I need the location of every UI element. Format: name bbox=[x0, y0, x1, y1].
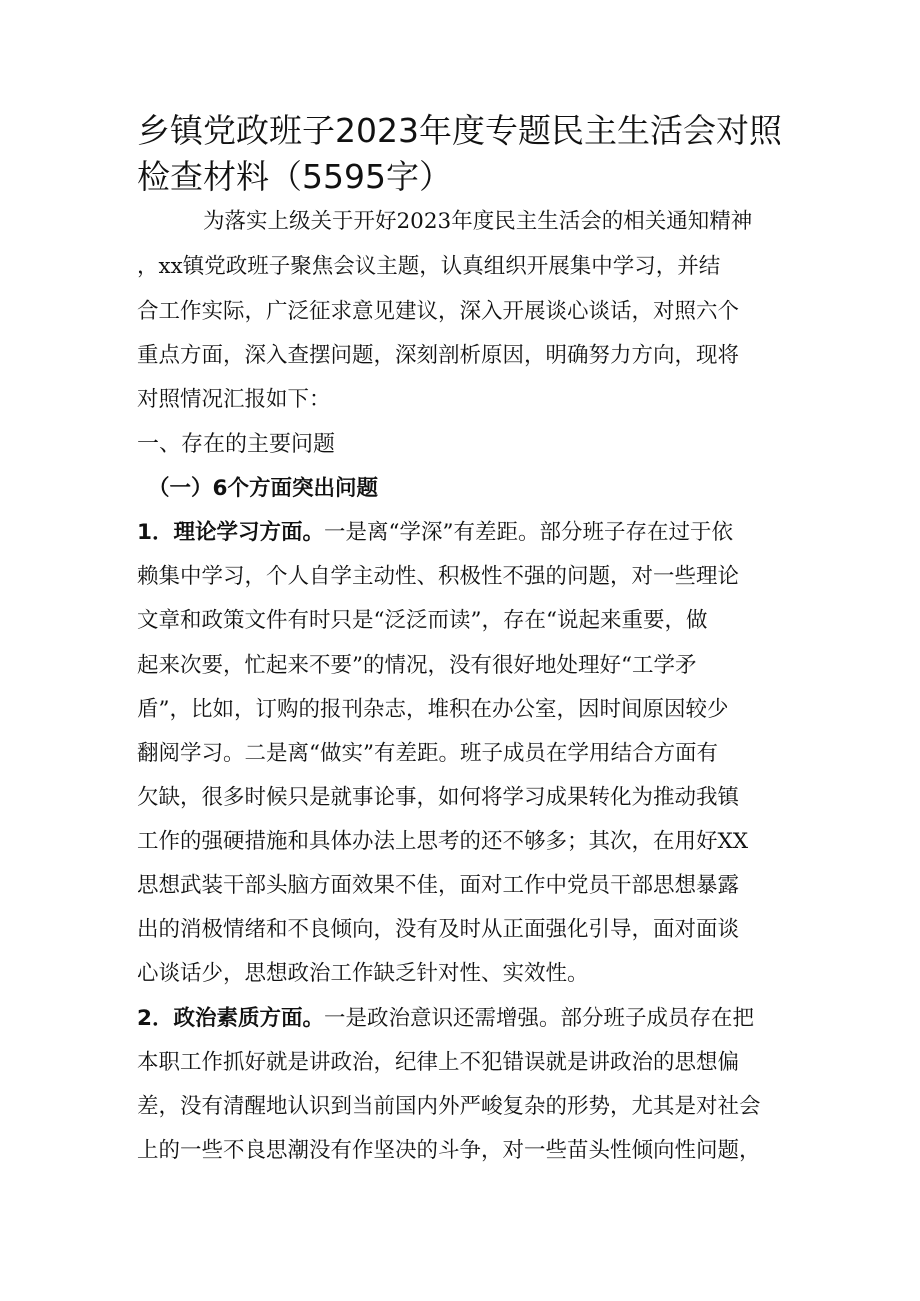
document-title bbox=[137, 108, 797, 200]
paragraph-line: 文章和政策文件有时只是“泛泛而读”，存在“说起来重要，做 bbox=[137, 608, 708, 633]
title-line-1: 乡镇党政班子2023年度专题民主生活会对照 bbox=[137, 111, 782, 150]
paragraph-line: 出的消极情绪和不良倾向，没有及时从正面强化引导，面对面谈 bbox=[137, 917, 740, 942]
paragraph-line: 为落实上级关于开好2023年度民主生活会的相关通知精神 bbox=[203, 209, 753, 234]
paragraph-line: 重点方面，深入查摆问题，深刻剖析原因，明确努力方向，现将 bbox=[137, 343, 740, 368]
paragraph-line: 差，没有清醒地认识到当前国内外严峻复杂的形势，尤其是对社会 bbox=[137, 1094, 761, 1119]
paragraph-line: 本职工作抓好就是讲政治，纪律上不犯错误就是讲政治的思想偏 bbox=[137, 1050, 740, 1075]
paragraph-line: 思想武装干部头脑方面效果不佳，面对工作中党员干部思想暴露 bbox=[137, 873, 740, 898]
paragraph-line: 2．政治素质方面。一是政治意识还需增强。部分班子成员存在把 bbox=[137, 1006, 754, 1031]
paragraph-line: 工作的强硬措施和具体办法上思考的还不够多；其次，在用好XX bbox=[137, 829, 749, 854]
paragraph-line: 盾”，比如，订购的报刊杂志，堆积在办公室，因时间原因较少 bbox=[137, 697, 729, 722]
paragraph-line: 起来次要，忙起来不要”的情况，没有很好地处理好“工学矛 bbox=[137, 653, 697, 678]
item-heading: 1．理论学习方面。 bbox=[137, 520, 324, 545]
paragraph-line: ，xx镇党政班子聚焦会议主题，认真组织开展集中学习，并结 bbox=[137, 254, 721, 279]
section-heading: 一、存在的主要问题 bbox=[137, 432, 336, 457]
title-line-2: 检查材料（5595字） bbox=[137, 157, 452, 196]
paragraph-line: 对照情况汇报如下： bbox=[137, 387, 331, 412]
paragraph-line: 上的一些不良思潮没有作坚决的斗争，对一些苗头性倾向性问题， bbox=[137, 1138, 761, 1163]
paragraph-line: 欠缺，很多时候只是就事论事，如何将学习成果转化为推动我镇 bbox=[137, 785, 740, 810]
item-heading: 2．政治素质方面。 bbox=[137, 1006, 324, 1031]
paragraph-line: 合工作实际，广泛征求意见建议，深入开展谈心谈话，对照六个 bbox=[137, 299, 740, 324]
subsection-heading: （一）6个方面突出问题 bbox=[148, 476, 378, 501]
paragraph-line: 心谈话少，思想政治工作缺乏针对性、实效性。 bbox=[137, 961, 589, 986]
paragraph-line: 翻阅学习。二是离“做实”有差距。班子成员在学用结合方面有 bbox=[137, 741, 718, 766]
paragraph-line: 1．理论学习方面。一是离“学深”有差距。部分班子存在过于依 bbox=[137, 520, 733, 545]
paragraph-line: 赖集中学习，个人自学主动性、积极性不强的问题，对一些理论 bbox=[137, 564, 740, 589]
